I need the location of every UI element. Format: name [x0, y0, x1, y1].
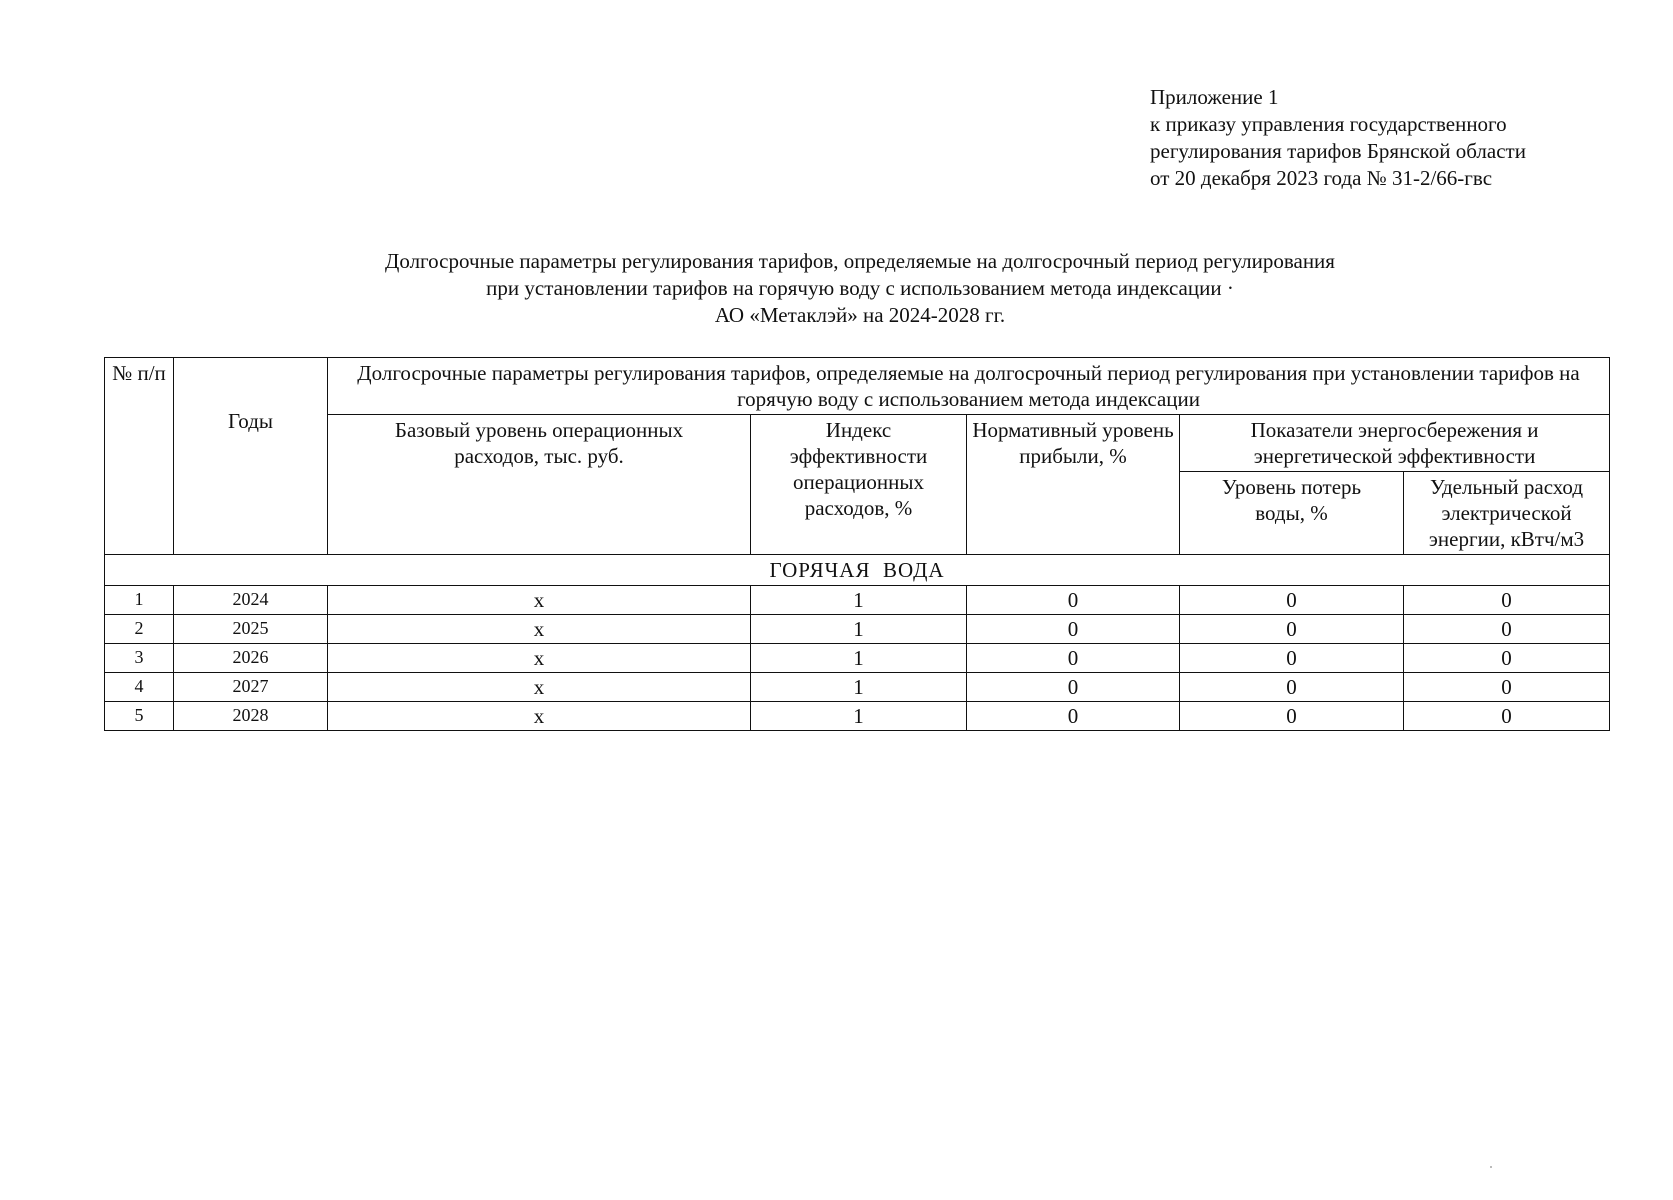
header-row-1 — [105, 358, 1610, 415]
cell-profit-level: 0 — [967, 702, 1180, 731]
table-row — [105, 615, 1610, 644]
cell-num: 4 — [105, 673, 174, 702]
cell-profit-level: 0 — [967, 615, 1180, 644]
header-electricity: Удельный расход электрической энергии, кВтч/м3 — [1404, 472, 1610, 555]
cell-efficiency-index: 1 — [751, 615, 967, 644]
cell-water-loss: 0 — [1180, 644, 1404, 673]
cell-base-level: х — [328, 644, 751, 673]
header-row-2 — [105, 415, 1610, 472]
cell-water-loss: 0 — [1180, 586, 1404, 615]
parameters-table — [104, 357, 1610, 731]
header-group: Долгосрочные параметры регулирования тарифов, определяемые на долгосрочный период регулирования при установлении тарифов на горячую воду с использованием метода индексации — [328, 358, 1610, 415]
appendix-line: регулирования тарифов Брянской области — [1150, 139, 1526, 163]
header-base-level: Базовый уровень операционных расходов, тыс. руб. — [328, 415, 751, 555]
cell-efficiency-index: 1 — [751, 702, 967, 731]
cell-year: 2024 — [174, 586, 328, 615]
header-num: № п/п — [105, 358, 174, 555]
header-years-label: Годы — [228, 409, 273, 433]
cell-electricity: 0 — [1404, 644, 1610, 673]
cell-electricity: 0 — [1404, 673, 1610, 702]
header-profit-level: Нормативный уровень прибыли, % — [967, 415, 1180, 555]
section-label: ГОРЯЧАЯ ВОДА — [105, 555, 1610, 586]
cell-electricity: 0 — [1404, 702, 1610, 731]
section-row-hot-water — [105, 555, 1610, 586]
cell-base-level: х — [328, 702, 751, 731]
cell-year: 2027 — [174, 673, 328, 702]
appendix-line: к приказу управления государственного — [1150, 112, 1507, 136]
table-row — [105, 702, 1610, 731]
cell-electricity: 0 — [1404, 586, 1610, 615]
cell-year: 2026 — [174, 644, 328, 673]
cell-num: 3 — [105, 644, 174, 673]
cell-num: 1 — [105, 586, 174, 615]
header-years — [174, 358, 328, 555]
title-line: АО «Метаклэй» на 2024-2028 гг. — [714, 303, 1006, 327]
appendix-line: от 20 декабря 2023 года № 31-2/66-гвс — [1150, 166, 1493, 190]
cell-base-level: х — [328, 586, 751, 615]
table-row — [105, 673, 1610, 702]
header-efficiency-index: Индекс эффективности операционных расходов, % — [751, 415, 967, 555]
cell-base-level: х — [328, 615, 751, 644]
header-water-loss: Уровень потерь воды, % — [1180, 472, 1404, 555]
document-title — [0, 248, 1673, 329]
cell-efficiency-index: 1 — [751, 644, 967, 673]
cell-base-level: х — [328, 673, 751, 702]
cell-efficiency-index: 1 — [751, 673, 967, 702]
title-line: Долгосрочные параметры регулирования тарифов, определяемые на долгосрочный период регулирования — [385, 249, 1335, 273]
appendix-line: Приложение 1 — [1150, 85, 1279, 109]
cell-num: 5 — [105, 702, 174, 731]
header-energy-group: Показатели энергосбережения и энергетической эффективности — [1180, 415, 1610, 472]
cell-water-loss: 0 — [1180, 702, 1404, 731]
appendix-reference — [1150, 84, 1526, 192]
cell-electricity: 0 — [1404, 615, 1610, 644]
title-line: при установлении тарифов на горячую воду с использованием метода индексации · — [486, 276, 1234, 300]
cell-water-loss: 0 — [1180, 673, 1404, 702]
table-row — [105, 586, 1610, 615]
cell-profit-level: 0 — [967, 586, 1180, 615]
cell-profit-level: 0 — [967, 644, 1180, 673]
scan-speck — [1490, 1166, 1492, 1168]
cell-year: 2025 — [174, 615, 328, 644]
cell-efficiency-index: 1 — [751, 586, 967, 615]
cell-profit-level: 0 — [967, 673, 1180, 702]
table-row — [105, 644, 1610, 673]
cell-year: 2028 — [174, 702, 328, 731]
cell-water-loss: 0 — [1180, 615, 1404, 644]
cell-num: 2 — [105, 615, 174, 644]
